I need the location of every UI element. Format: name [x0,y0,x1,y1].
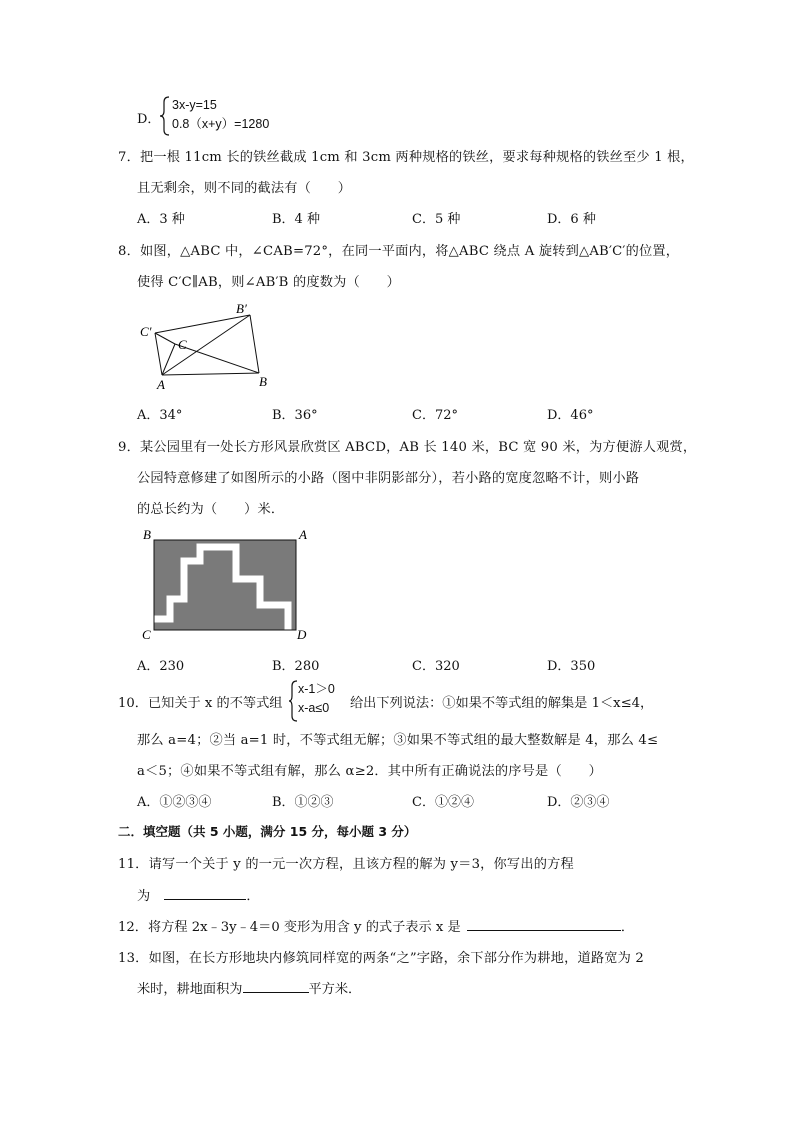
q8-seg-a-bprime [162,315,250,375]
q9-option-c: C．320 [412,659,460,674]
q8-figure [137,300,277,392]
q10-option-b: B．①②③ [272,795,334,810]
q12-text: 12．将方程 2x﹣3y﹣4＝0 变形为用含 y 的式子表示 x 是 [118,920,461,935]
q8-seg-a-b [162,373,259,375]
q9-option-d: D．350 [547,659,596,674]
q13-answer-blank[interactable] [243,978,309,993]
q7-option-a: A．3 种 [137,212,185,227]
q13-line2 [137,978,361,997]
q6-eq2: 0.8（x+y）=1280 [172,117,270,131]
q8-seg-a-cprime [155,333,162,375]
q8-label-a: A [157,377,165,392]
q11-line1: 11．请写一个关于 y 的一元一次方程，且该方程的解为 y＝3，你写出的方程 [118,857,574,872]
q10-option-c: C．①②④ [412,795,474,810]
q8-label-bprime: B′ [236,301,247,316]
q9-option-a: A．230 [137,659,185,674]
brace-icon [288,680,298,722]
q9-line1: 9．某公园里有一处长方形风景欣赏区 ABCD，AB 长 140 米，BC 宽 90 米，为方便游人观赏， [118,440,697,455]
q6-brace [159,96,171,140]
q8-line2: 使得 C′C∥AB，则∠AB′B 的度数为（ ） [137,275,401,290]
q9-option-b: B．280 [272,659,320,674]
q8-option-a: A．34° [137,408,183,423]
q8-option-d: D．46° [547,408,594,423]
q8-seg-cprime-bprime [155,315,250,333]
q12-answer-blank[interactable] [467,916,621,931]
q10-system [298,680,335,718]
q9-rectangle [154,540,296,630]
q10-suffix: 给出下列说法：①如果不等式组的解集是 1＜x≤4， [350,696,654,711]
q6-option-letter: D． [137,112,161,127]
q8-label-b: B [259,374,267,389]
q11-line2-label: 为 [137,889,151,904]
q8-label-c: C [178,337,187,352]
brace-icon [159,96,171,136]
q9-figure [140,527,310,643]
q10-option-d: D．②③④ [547,795,610,810]
q8-line1: 8．如图，△ABC 中，∠CAB=72°，在同一平面内，将△ABC 绕点 A 旋转到△AB′C′的位置， [118,244,680,259]
q10-ineq1: x-1＞0 [298,682,335,696]
q13-line2-a: 米时，耕地面积为 [137,982,243,997]
q7-line1: 7．把一根 11cm 长的铁丝截成 1cm 和 3cm 两种规格的铁丝，要求每种规格的铁丝至少 1 根， [118,150,694,165]
q8-seg-c-b [175,344,259,373]
q7-line2: 且无剩余，则不同的截法有（ ） [137,181,352,196]
q11-answer-blank[interactable] [164,885,246,900]
q10-prefix: 10．已知关于 x 的不等式组 [118,696,283,711]
q6-system [172,96,269,134]
q8-option-b: B．36° [272,408,318,423]
q10-line2: 那么 a=4；②当 a=1 时，不等式组无解；③如果不等式组的最大整数解是 4，那么 4≤ [137,733,659,748]
q11-line2: 为 ． [137,885,260,904]
q9-label-d: D [297,627,307,642]
q13-line2-b: 平方米． [308,982,362,997]
q10-line3: a＜5；④如果不等式组有解，那么 α≥2．其中所有正确说法的序号是（ ） [137,764,602,779]
q9-label-a: A [299,527,307,542]
q6-eq1: 3x-y=15 [172,98,217,112]
q6-option-d [137,108,160,127]
q9-line2: 公园特意修建了如图所示的小路（图中非阴影部分），若小路的宽度忽略不计，则小路 [137,471,640,486]
q9-line3: 的总长约为（ ）米． [137,502,285,517]
q9-label-b: B [143,527,151,542]
q13-line1: 13．如图，在长方形地块内修筑同样宽的两条“之”字路，余下部分作为耕地，道路宽为 2 [118,951,644,966]
q9-label-c: C [142,627,151,642]
q8-label-cprime: C′ [140,324,152,339]
q10-brace [288,680,298,726]
q7-option-b: B．4 种 [272,212,320,227]
q8-seg-cprime-c [155,333,175,344]
q10-ineq2: x-a≤0 [298,701,330,715]
section2-heading: 二．填空题（共 5 小题，满分 15 分，每小题 3 分） [118,824,417,839]
q7-option-d: D．6 种 [547,212,596,227]
q8-seg-bprime-b [250,315,259,373]
q12-line: 12．将方程 2x﹣3y﹣4＝0 变形为用含 y 的式子表示 x 是 ． [118,916,634,935]
q8-option-c: C．72° [412,408,458,423]
q7-option-c: C．5 种 [412,212,461,227]
q10-option-a: A．①②③④ [137,795,212,810]
